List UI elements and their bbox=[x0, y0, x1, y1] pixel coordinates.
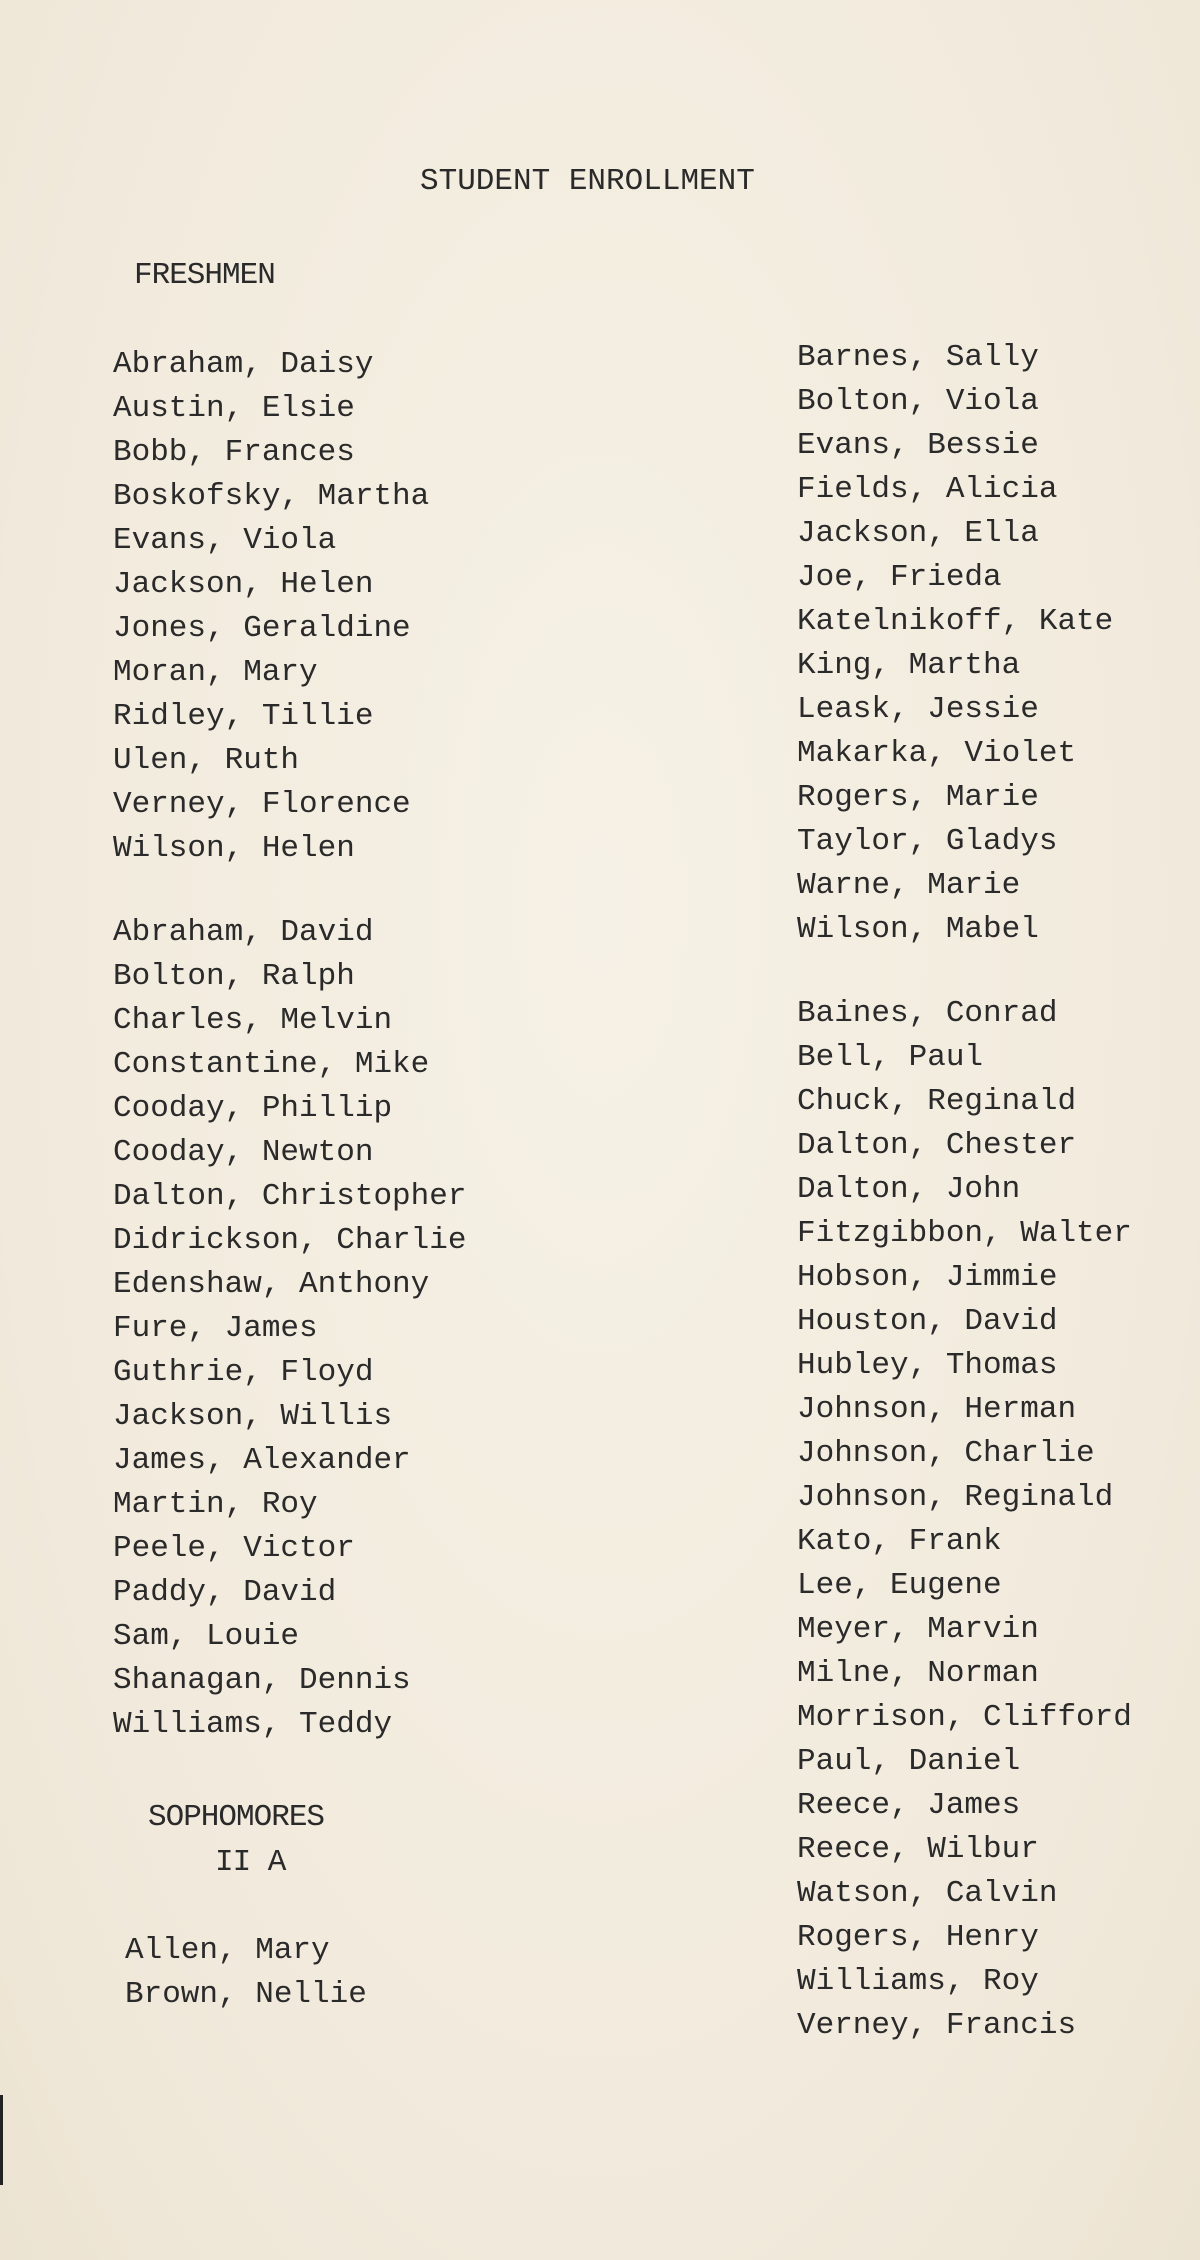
list-item: Milne, Norman bbox=[797, 1656, 1039, 1691]
list-item: Leask, Jessie bbox=[797, 692, 1039, 727]
sophomores-heading: SOPHOMORES bbox=[148, 1800, 325, 1835]
list-item: Morrison, Clifford bbox=[797, 1700, 1132, 1735]
list-item: Houston, David bbox=[797, 1304, 1058, 1339]
list-item: Jackson, Helen bbox=[113, 567, 374, 602]
right-boys-list bbox=[797, 992, 1132, 2048]
list-item: Abraham, Daisy bbox=[113, 347, 374, 382]
list-item: Hubley, Thomas bbox=[797, 1348, 1058, 1383]
list-item: Wilson, Mabel bbox=[797, 912, 1039, 947]
list-item: James, Alexander bbox=[113, 1443, 411, 1478]
list-item: Dalton, Christopher bbox=[113, 1179, 467, 1214]
list-item: Moran, Mary bbox=[113, 655, 318, 690]
list-item: Barnes, Sally bbox=[797, 340, 1039, 375]
right-girls-list bbox=[797, 336, 1113, 952]
freshmen-girls-list bbox=[113, 343, 429, 871]
list-item: Bolton, Viola bbox=[797, 384, 1039, 419]
list-item: Meyer, Marvin bbox=[797, 1612, 1039, 1647]
list-item: Evans, Bessie bbox=[797, 428, 1039, 463]
list-item: King, Martha bbox=[797, 648, 1021, 683]
list-item: Fure, James bbox=[113, 1311, 318, 1346]
list-item: Ulen, Ruth bbox=[113, 743, 300, 778]
list-item: Kato, Frank bbox=[797, 1524, 1002, 1559]
list-item: Shanagan, Dennis bbox=[113, 1663, 411, 1698]
list-item: Edenshaw, Anthony bbox=[113, 1267, 430, 1302]
list-item: Martin, Roy bbox=[113, 1487, 318, 1522]
list-item: Peele, Victor bbox=[113, 1531, 355, 1566]
list-item: Chuck, Reginald bbox=[797, 1084, 1077, 1119]
list-item: Jones, Geraldine bbox=[113, 611, 411, 646]
list-item: Johnson, Charlie bbox=[797, 1436, 1095, 1471]
list-item: Rogers, Marie bbox=[797, 780, 1039, 815]
list-item: Paddy, David bbox=[113, 1575, 337, 1610]
list-item: Williams, Roy bbox=[797, 1964, 1039, 1999]
freshmen-heading: FRESHMEN bbox=[134, 258, 275, 293]
list-item: Makarka, Violet bbox=[797, 736, 1077, 771]
sophomores-section: II A bbox=[215, 1845, 286, 1880]
page-title: STUDENT ENROLLMENT bbox=[420, 164, 755, 199]
list-item: Dalton, John bbox=[797, 1172, 1021, 1207]
sophomores-girls-list bbox=[125, 1929, 367, 2017]
freshmen-boys-list bbox=[113, 911, 466, 1747]
list-item: Didrickson, Charlie bbox=[113, 1223, 467, 1258]
list-item: Reece, James bbox=[797, 1788, 1021, 1823]
list-item: Fitzgibbon, Walter bbox=[797, 1216, 1132, 1251]
list-item: Allen, Mary bbox=[125, 1933, 330, 1968]
list-item: Boskofsky, Martha bbox=[113, 479, 430, 514]
margin-mark bbox=[0, 2095, 3, 2185]
list-item: Reece, Wilbur bbox=[797, 1832, 1039, 1867]
list-item: Cooday, Newton bbox=[113, 1135, 374, 1170]
list-item: Paul, Daniel bbox=[797, 1744, 1021, 1779]
list-item: Watson, Calvin bbox=[797, 1876, 1058, 1911]
list-item: Warne, Marie bbox=[797, 868, 1021, 903]
list-item: Hobson, Jimmie bbox=[797, 1260, 1058, 1295]
list-item: Jackson, Willis bbox=[113, 1399, 393, 1434]
list-item: Johnson, Herman bbox=[797, 1392, 1077, 1427]
list-item: Abraham, David bbox=[113, 915, 374, 950]
list-item: Verney, Francis bbox=[797, 2008, 1077, 2043]
list-item: Lee, Eugene bbox=[797, 1568, 1002, 1603]
list-item: Sam, Louie bbox=[113, 1619, 300, 1654]
list-item: Williams, Teddy bbox=[113, 1707, 393, 1742]
list-item: Jackson, Ella bbox=[797, 516, 1039, 551]
list-item: Bell, Paul bbox=[797, 1040, 984, 1075]
list-item: Taylor, Gladys bbox=[797, 824, 1058, 859]
list-item: Verney, Florence bbox=[113, 787, 411, 822]
list-item: Evans, Viola bbox=[113, 523, 337, 558]
list-item: Joe, Frieda bbox=[797, 560, 1002, 595]
list-item: Katelnikoff, Kate bbox=[797, 604, 1114, 639]
list-item: Fields, Alicia bbox=[797, 472, 1058, 507]
list-item: Brown, Nellie bbox=[125, 1977, 367, 2012]
list-item: Bolton, Ralph bbox=[113, 959, 355, 994]
list-item: Ridley, Tillie bbox=[113, 699, 374, 734]
list-item: Constantine, Mike bbox=[113, 1047, 430, 1082]
list-item: Dalton, Chester bbox=[797, 1128, 1077, 1163]
list-item: Bobb, Frances bbox=[113, 435, 355, 470]
list-item: Wilson, Helen bbox=[113, 831, 355, 866]
list-item: Austin, Elsie bbox=[113, 391, 355, 426]
list-item: Guthrie, Floyd bbox=[113, 1355, 374, 1390]
list-item: Cooday, Phillip bbox=[113, 1091, 393, 1126]
list-item: Rogers, Henry bbox=[797, 1920, 1039, 1955]
list-item: Baines, Conrad bbox=[797, 996, 1058, 1031]
list-item: Charles, Melvin bbox=[113, 1003, 393, 1038]
list-item: Johnson, Reginald bbox=[797, 1480, 1114, 1515]
